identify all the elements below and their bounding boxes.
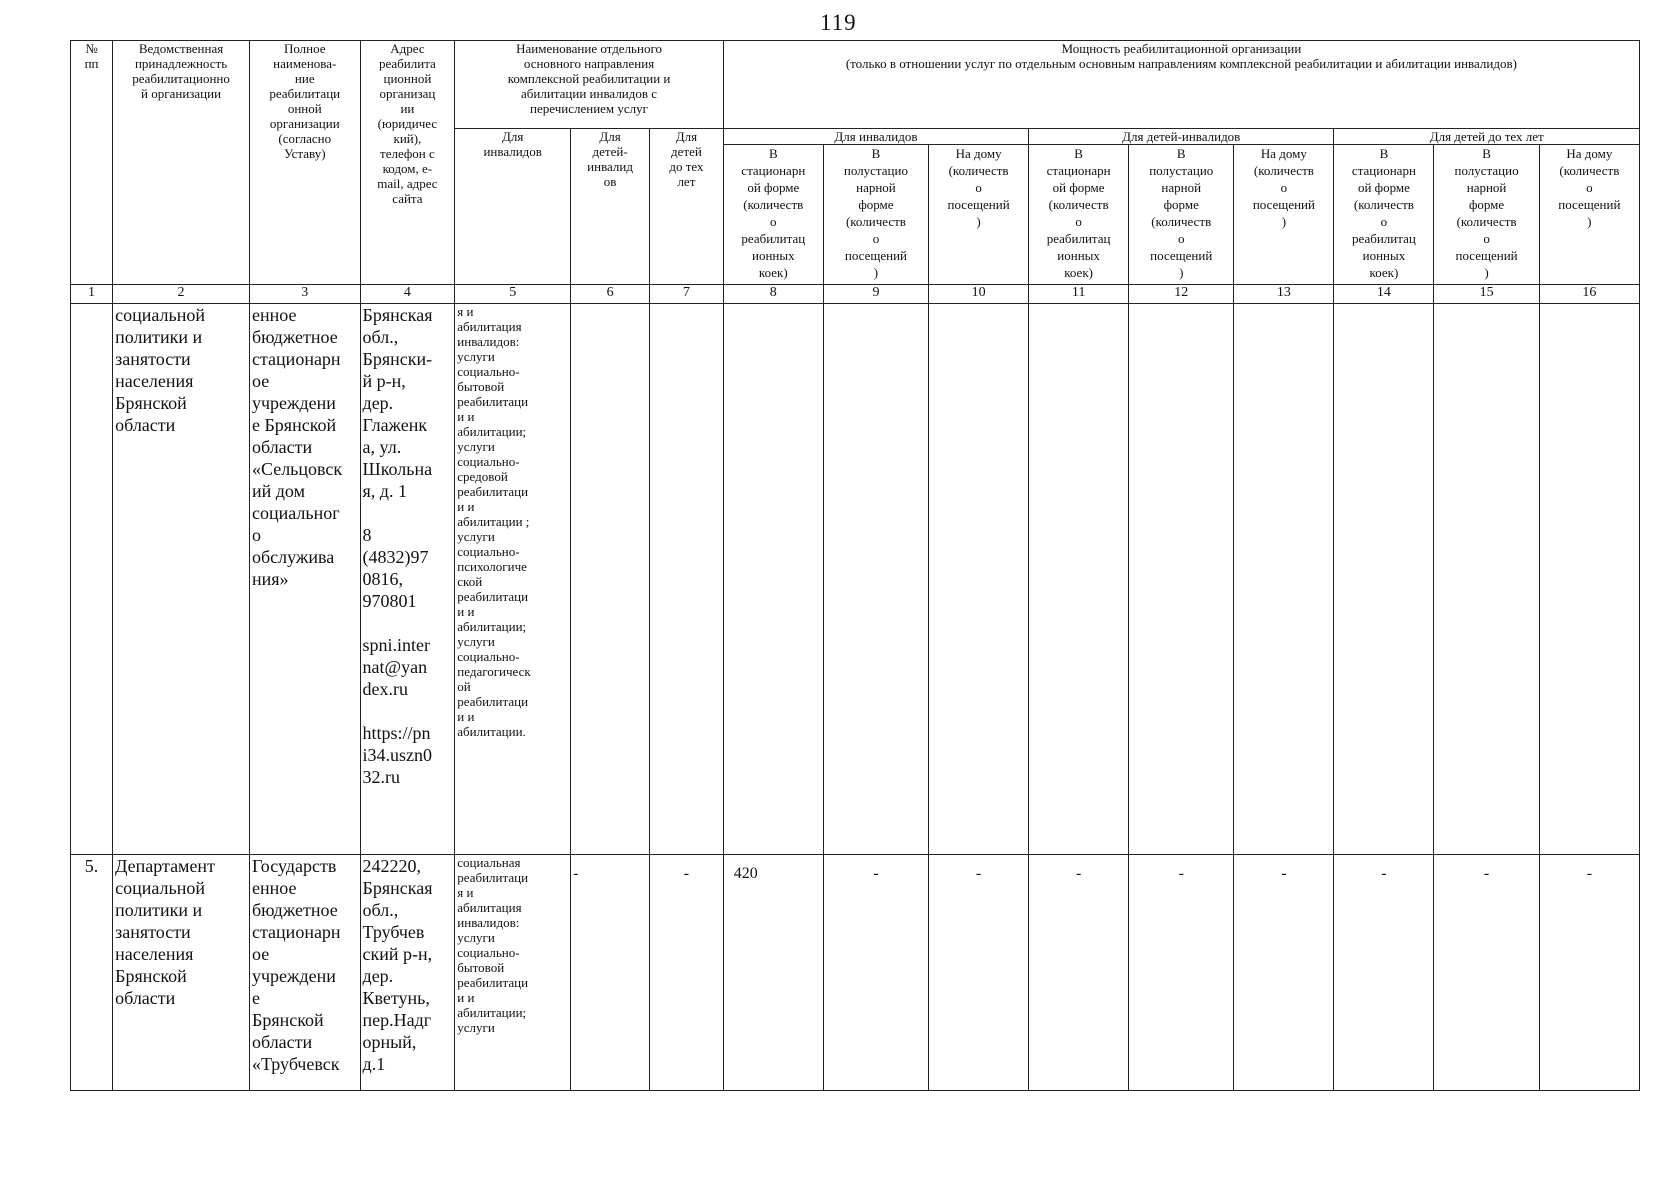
header-dir-disabled: Для инвалидов <box>455 129 571 285</box>
row-cell-dir-under3: - <box>650 855 724 1091</box>
column-number-row <box>71 285 1640 304</box>
header-number: № пп <box>71 41 113 285</box>
row-cell: - <box>1539 855 1639 1091</box>
row-department: социальной политики и занятости населения Брянской области <box>113 304 250 855</box>
column-number: 9 <box>823 285 928 304</box>
header-department: Ведомственная принадлежность реабилитационно й организации <box>113 41 250 285</box>
header-stationary: В стационарн ой форме (количеств о реабилитац ионных коек) <box>1029 145 1129 285</box>
row-department: Департамент социальной политики и занятости населения Брянской области <box>113 855 250 1091</box>
column-number: 8 <box>723 285 823 304</box>
column-number: 15 <box>1434 285 1539 304</box>
row-cell <box>650 304 724 855</box>
header-stationary: В стационарн ой форме (количеств о реабилитац ионных коек) <box>723 145 823 285</box>
header-dir-children: Для детей- инвалид ов <box>571 129 650 285</box>
header-home: На дому (количеств о посещений ) <box>929 145 1029 285</box>
row-cell <box>1029 304 1129 855</box>
header-capacity-group: Мощность реабилитационной организации (только в отношении услуг по отдельным основным направлениям комплексной реабилитации и абилитации инвалидов) <box>723 41 1639 129</box>
row-cell <box>929 304 1029 855</box>
column-number: 5 <box>455 285 571 304</box>
table-row <box>71 304 1640 855</box>
row-address: Брянская обл., Брянски- й р-н, дер. Глаженк а, ул. Школьна я, д. 1 8 (4832)97 0816, 970801 spni.inter nat@yan dex.ru https://pn i34.uszn0 32.ru <box>360 304 455 855</box>
row-cell: - <box>1129 855 1234 1091</box>
header-stationary: В стационарн ой форме (количеств о реабилитац ионных коек) <box>1334 145 1434 285</box>
row-cell: - <box>929 855 1029 1091</box>
column-number: 12 <box>1129 285 1234 304</box>
row-cell: - <box>1234 855 1334 1091</box>
row-cell: - <box>1434 855 1539 1091</box>
header-cap-children: Для детей-инвалидов <box>1029 129 1334 145</box>
column-number: 2 <box>113 285 250 304</box>
row-cell <box>1334 304 1434 855</box>
row-cell: - <box>823 855 928 1091</box>
header-direction-group: Наименование отдельного основного направления комплексной реабилитации и абилитации инвалидов с перечислением услуг <box>455 41 724 129</box>
header-dir-under3: Для детей до тех лет <box>650 129 724 285</box>
column-number: 10 <box>929 285 1029 304</box>
row-organization-name: енное бюджетное стационарн ое учреждени е Брянской области «Сельцовск ий дом социальног о обслужива ния» <box>249 304 360 855</box>
header-home: На дому (количеств о посещений ) <box>1539 145 1639 285</box>
header-semistationary: В полустацио нарной форме (количеств о посещений ) <box>1434 145 1539 285</box>
row-cell-dir-children: - <box>571 855 650 1091</box>
column-number: 7 <box>650 285 724 304</box>
row-services: социальная реабилитаци я и абилитация инвалидов: услуги социально- бытовой реабилитаци и и абилитации; услуги <box>455 855 571 1091</box>
row-services: я и абилитация инвалидов: услуги социально- бытовой реабилитаци и и абилитации; услуги социально- средовой реабилитаци и и абилитации ; услуги социально- психологиче ской реабилитаци и и абилитации; услуги социально- педагогическ ой реабилитаци и и абилитации. <box>455 304 571 855</box>
row-cell <box>1129 304 1234 855</box>
header-home: На дому (количеств о посещений ) <box>1234 145 1334 285</box>
column-number: 11 <box>1029 285 1129 304</box>
row-number <box>71 304 113 855</box>
row-cell: - <box>1029 855 1129 1091</box>
header-semistationary: В полустацио нарной форме (количеств о посещений ) <box>823 145 928 285</box>
row-number: 5. <box>71 855 113 1091</box>
column-number: 1 <box>71 285 113 304</box>
row-address: 242220, Брянская обл., Трубчев ский р-н, дер. Кветунь, пер.Надг орный, д.1 <box>360 855 455 1091</box>
row-cell <box>823 304 928 855</box>
header-cap-under3: Для детей до тех лет <box>1334 129 1640 145</box>
table-row <box>71 855 1640 1091</box>
header-address: Адрес реабилита ционной организац ии (юридичес кий), телефон с кодом, e- mail, адрес сайта <box>360 41 455 285</box>
header-semistationary: В полустацио нарной форме (количеств о посещений ) <box>1129 145 1234 285</box>
header-full-name: Полное наименова- ние реабилитаци онной организации (согласно Уставу) <box>249 41 360 285</box>
row-cell <box>723 304 823 855</box>
column-number: 14 <box>1334 285 1434 304</box>
row-cell <box>571 304 650 855</box>
column-number: 13 <box>1234 285 1334 304</box>
row-cell-stationary: 420 <box>723 855 823 1091</box>
column-number: 16 <box>1539 285 1639 304</box>
header-cap-disabled: Для инвалидов <box>723 129 1028 145</box>
row-cell <box>1234 304 1334 855</box>
column-number: 4 <box>360 285 455 304</box>
row-cell: - <box>1334 855 1434 1091</box>
page-number: 119 <box>820 10 857 35</box>
row-cell <box>1434 304 1539 855</box>
row-organization-name: Государств енное бюджетное стационарн ое учреждени е Брянской области «Трубчевск <box>249 855 360 1091</box>
row-cell <box>1539 304 1639 855</box>
column-number: 6 <box>571 285 650 304</box>
column-number: 3 <box>249 285 360 304</box>
rehabilitation-organizations-table <box>70 40 1640 1091</box>
